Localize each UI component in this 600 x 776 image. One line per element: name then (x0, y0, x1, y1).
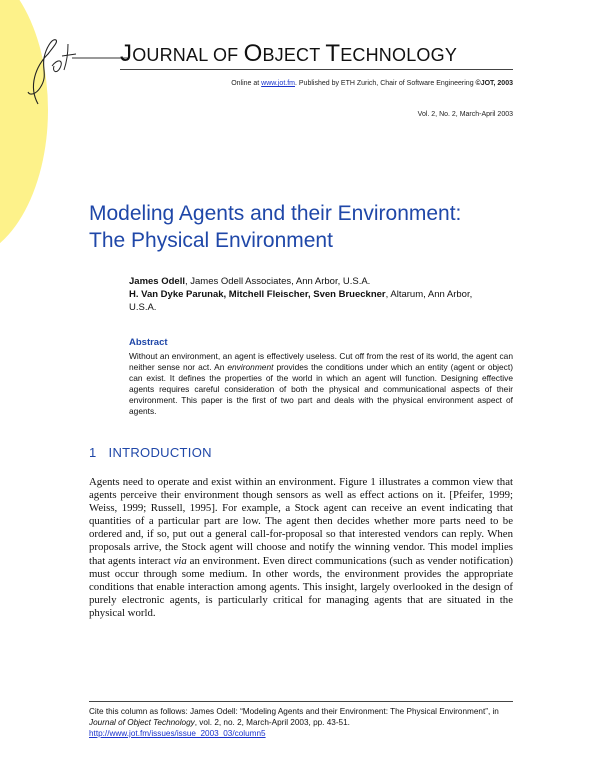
footer-rule (89, 701, 513, 702)
journal-title-rule (120, 69, 513, 70)
paper-title-line-1: Modeling Agents and their Environment: (89, 202, 462, 225)
section-heading-introduction: 1 INTRODUCTION (89, 445, 212, 460)
journal-website-link[interactable]: www.jot.fm (261, 80, 295, 87)
publisher-line: Online at www.jot.fm. Published by ETH Zurich, Chair of Software Engineering ©JOT, 2003 (231, 80, 513, 87)
journal-title: JOURNAL OF OBJECT TECHNOLOGY (120, 40, 458, 67)
paper-title (89, 200, 549, 254)
introduction-paragraph: Agents need to operate and exist within an environment. Figure 1 illustrates a common view that agents perceive their environment though sensors as well as effect actions on it. [Pfeifer, 1999; Weiss, 1999; Russell, 1995]. For example, a Stock agent can receive an event indicating that quantities of a particular part are low. The agent then decides whether more parts need to be ordered and, if so, put out a general call-for-proposal so that interested vendors can reply. When proposals arrive, the Stock agent will choose and notify the winning vendor. This model implies that agents interact via an environment. Even direct communications (such as vender notification) must occur through some medium. In other words, the environment provides the appropriate conditions that enable interaction among agents. This insight, largely overlooked in the design of purely electronic agents, is particularly critical for managing agents that are situated in the physical world. (89, 476, 513, 619)
abstract-text: Without an environment, an agent is effectively useless. Cut off from the rest of its world, the agent can neither sense nor act. An environment provides the conditions under which an entity (agent or object) can exist. It defines the properties of the world in which an agent will function. Designing effective agents requires careful consideration of both the physical and communicational aspects of their environment. This paper is the first of two part and deals with the physical environment aspect of agents. (129, 351, 513, 416)
copyright-text: ©JOT, 2003 (475, 80, 513, 87)
citation-footer: Cite this column as follows: James Odell: “Modeling Agents and their Environment: The Physical Environment”, in Journal of Object Technology, vol. 2, no. 2, March-April 2003, pp. 43-51. http://www.jot.fm/issues/issue_2003_03/column5 (89, 707, 499, 738)
paper-title-line-2: The Physical Environment (89, 229, 333, 252)
jot-logo-icon (18, 36, 128, 106)
abstract-heading: Abstract (129, 337, 168, 348)
author-list (129, 275, 499, 314)
column-url-link[interactable]: http://www.jot.fm/issues/issue_2003_03/column5 (89, 729, 266, 738)
author-line-2: H. Van Dyke Parunak, Mitchell Fleischer, Sven Brueckner, Altarum, Ann Arbor, U.S.A. (129, 289, 473, 313)
author-line-1: James Odell, James Odell Associates, Ann Arbor, U.S.A. (129, 276, 371, 287)
volume-info: Vol. 2, No. 2, March-April 2003 (417, 111, 513, 118)
